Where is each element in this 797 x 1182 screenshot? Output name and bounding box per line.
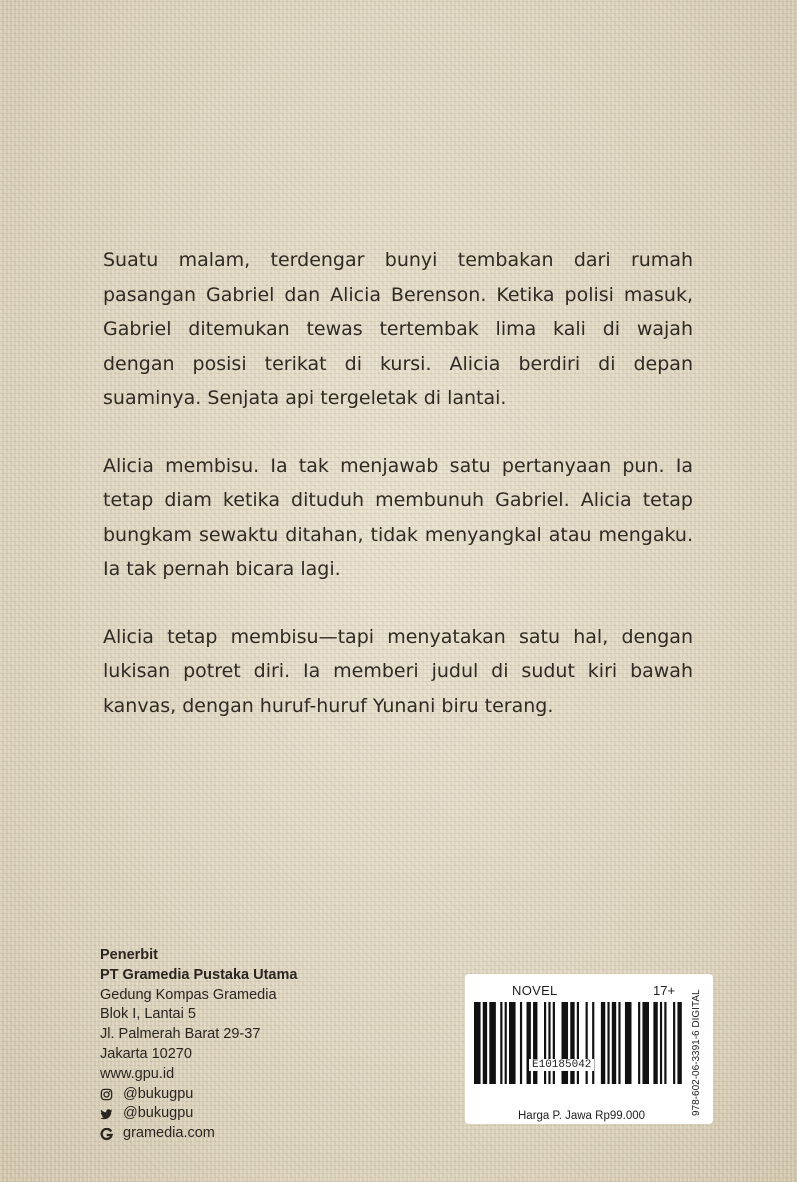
- gramedia-url: gramedia.com: [123, 1125, 215, 1142]
- instagram-icon: [100, 1088, 113, 1101]
- publisher-info: [100, 946, 430, 1144]
- publisher-label: Penerbit: [100, 947, 159, 963]
- synopsis-paragraph-2: Alicia membisu. Ia tak menjawab satu pertanyaan pun. Ia tetap diam ketika dituduh membunuh Gabriel. Alicia tetap bungkam sewaktu ditahan, tidak menyangkal atau mengaku. Ia tak pernah bicara lagi.: [103, 454, 693, 580]
- barcode-bar: [544, 1002, 546, 1084]
- website-link[interactable]: www.gpu.id: [100, 1065, 175, 1082]
- synopsis-paragraph-1: Suatu malam, terdengar bunyi tembakan dari rumah pasangan Gabriel dan Alicia Berenson. Ketika polisi masuk, Gabriel ditemukan tewas tertembak lima kali di wajah dengan posisi terikat di kursi. Alicia berdiri di depan suaminya. Senjata api tergeletak di lantai.: [103, 249, 693, 409]
- barcode-bar: [592, 1002, 594, 1084]
- barcode-bar: [612, 1002, 616, 1084]
- barcode-bar: [505, 1002, 507, 1084]
- gramedia-icon: [100, 1128, 113, 1141]
- barcode-bar: [553, 1002, 555, 1084]
- twitter-handle: @bukugpu: [123, 1105, 194, 1122]
- barcode-bar: [601, 1002, 605, 1084]
- barcode-bar: [618, 1002, 620, 1084]
- barcode-number: E10185042: [529, 1059, 594, 1071]
- address-line-3: Jl. Palmerah Barat 29-37: [100, 1026, 261, 1043]
- barcode-bar: [509, 1002, 516, 1084]
- barcode-bar: [607, 1002, 609, 1084]
- isbn-label: 978-602-06-3391-6 DIGITAL: [691, 989, 702, 1116]
- instagram-link[interactable]: [100, 1085, 430, 1105]
- barcode-bar: [677, 1002, 681, 1084]
- barcode-bar: [577, 1002, 579, 1084]
- barcode-bar: [489, 1002, 496, 1084]
- genre-label: NOVEL: [512, 983, 558, 998]
- barcode-bar: [527, 1002, 531, 1084]
- price-label: Harga P. Jawa Rp99.000: [518, 1110, 646, 1122]
- twitter-icon: [100, 1108, 113, 1121]
- barcode-bar: [562, 1002, 569, 1084]
- barcode-bar: [533, 1002, 537, 1084]
- twitter-link[interactable]: [100, 1104, 430, 1124]
- age-rating: 17+: [653, 983, 676, 998]
- barcode-bar: [642, 1002, 649, 1084]
- barcode-bar: [653, 1002, 657, 1084]
- barcode-bar: [483, 1002, 487, 1084]
- barcode-bar: [673, 1002, 675, 1084]
- barcode-label: [465, 974, 713, 1124]
- barcode-bar: [625, 1002, 632, 1084]
- synopsis-paragraph-3: Alicia tetap membisu—tapi menyatakan satu hal, dengan lukisan potret diri. Ia memberi judul di sudut kiri bawah kanvas, dengan huruf-huruf Yunani biru terang.: [103, 625, 693, 717]
- instagram-handle: @bukugpu: [123, 1085, 194, 1102]
- address-line-2: Blok I, Lantai 5: [100, 1006, 196, 1023]
- barcode-bar: [548, 1002, 550, 1084]
- barcode-bar: [664, 1002, 666, 1084]
- publisher-name: PT Gramedia Pustaka Utama: [100, 966, 298, 983]
- barcode-bar: [520, 1002, 522, 1084]
- barcode-bar: [500, 1002, 502, 1084]
- gramedia-link[interactable]: [100, 1124, 430, 1144]
- barcode-bar: [570, 1002, 574, 1084]
- barcode: [474, 1002, 684, 1084]
- synopsis: [103, 243, 693, 756]
- barcode-bar: [586, 1002, 588, 1084]
- barcode-bar: [474, 1002, 481, 1084]
- address-line-1: Gedung Kompas Gramedia: [100, 986, 277, 1003]
- address-line-4: Jakarta 10270: [100, 1045, 192, 1062]
- barcode-bar: [660, 1002, 662, 1084]
- barcode-bar: [638, 1002, 640, 1084]
